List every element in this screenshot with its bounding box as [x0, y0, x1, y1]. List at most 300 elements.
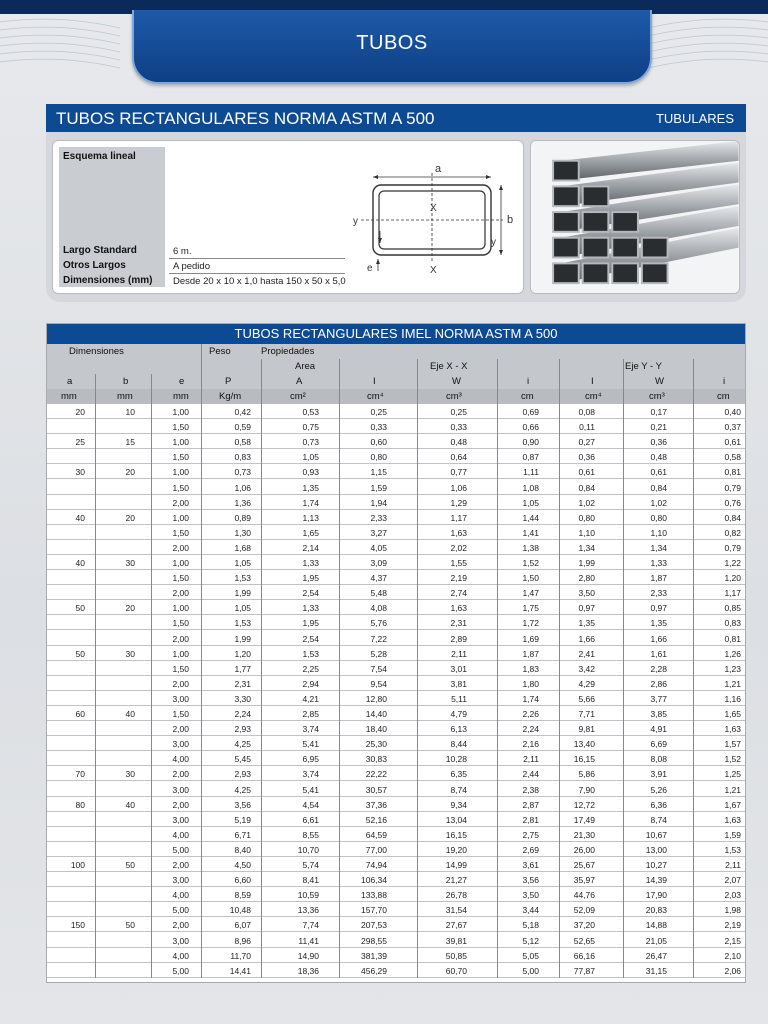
table-cell: 4,29	[578, 678, 595, 689]
table-cell: 6,35	[450, 769, 467, 780]
table-cell: 52,65	[573, 935, 595, 946]
table-cell: 2,00	[172, 497, 189, 508]
header-unit: mm	[61, 391, 77, 402]
table-cell: 1,61	[650, 648, 667, 659]
table-cell: 5,28	[370, 648, 387, 659]
spec-value-otros: A pedido	[173, 261, 210, 272]
table-cell: 1,11	[523, 467, 539, 478]
table-cell: 2,54	[302, 633, 319, 644]
header-area: Area	[295, 361, 316, 372]
table-cell: 4,25	[234, 784, 251, 795]
table-cell: 1,95	[302, 573, 319, 584]
table-cell: 30,83	[365, 754, 387, 765]
table-cell: 4,54	[302, 799, 319, 810]
table-cell: 1,02	[578, 497, 595, 508]
table-cell: 1,50	[172, 709, 189, 719]
table-cell: 0,87	[522, 452, 539, 463]
header-unit: cm²	[290, 391, 306, 402]
table-cell: 26,47	[645, 950, 667, 961]
table-cell: 5,19	[234, 814, 251, 825]
table-cell: 0,93	[302, 467, 319, 478]
table-cell: 5,05	[522, 950, 539, 961]
table-cell: 0,81	[724, 633, 741, 644]
table-cell: 0,75	[302, 422, 319, 433]
table-cell: 1,38	[522, 542, 539, 553]
table-cell: 66,16	[573, 950, 595, 961]
table-cell: 381,39	[361, 950, 387, 961]
table-cell: 15	[125, 437, 135, 448]
table-cell: 77,00	[365, 844, 387, 855]
header-row-groups	[47, 344, 745, 359]
table-cell: 0,97	[578, 603, 595, 614]
table-cell: 2,81	[522, 814, 539, 825]
table-cell: 10,59	[297, 890, 319, 901]
table-cell: 0,33	[370, 422, 387, 433]
column-divider	[623, 359, 624, 978]
table-cell: 5,18	[522, 920, 539, 931]
table-cell: 1,06	[450, 482, 467, 493]
table-cell: 30	[125, 558, 135, 568]
table-cell: 3,42	[578, 663, 595, 674]
table-cell: 50	[125, 920, 135, 931]
table-cell: 4,05	[370, 542, 387, 553]
table-cell: 1,83	[522, 663, 539, 674]
table-cell: 5,12	[522, 935, 539, 946]
table-cell: 0,37	[724, 422, 741, 433]
header-unit: Kg/m	[219, 391, 242, 402]
table-cell: 1,74	[302, 497, 319, 508]
table-cell: 1,35	[650, 618, 667, 629]
table-cell: 3,56	[234, 799, 251, 810]
table-cell: 0,53	[302, 407, 319, 417]
table-cell: 0,25	[370, 407, 387, 417]
table-cell: 2,33	[370, 512, 387, 523]
table-cell: 2,41	[578, 648, 595, 659]
table-cell: 30	[125, 769, 135, 780]
table-cell: 0,25	[450, 407, 467, 417]
table-cell: 2,00	[172, 633, 189, 644]
table-cell: 1,65	[302, 527, 319, 538]
table-cell: 1,63	[450, 603, 467, 614]
table-cell: 3,27	[370, 527, 387, 538]
table-cell: 3,44	[522, 905, 539, 916]
table-cell: 0,59	[234, 422, 251, 433]
table-cell: 2,00	[172, 542, 189, 553]
table-cell: 1,33	[302, 603, 319, 614]
table-cell: 1,50	[172, 527, 189, 538]
table-cell: 10,70	[297, 844, 319, 855]
header-symbol: P	[225, 376, 232, 387]
table-cell: 2,07	[724, 875, 741, 886]
table-cell: 1,80	[522, 678, 539, 689]
table-cell: 1,87	[650, 573, 667, 584]
table-cell: 3,77	[650, 693, 667, 704]
table-cell: 22,22	[365, 769, 387, 780]
page-title-tab	[132, 10, 652, 84]
table-cell: 14,88	[645, 920, 667, 931]
table-cell: 1,36	[234, 497, 251, 508]
table-cell: 0,08	[578, 407, 595, 417]
table-cell: 26,00	[573, 844, 595, 855]
table-cell: 0,11	[579, 422, 595, 433]
table-cell: 1,53	[724, 844, 741, 855]
table-cell: 0,81	[724, 467, 741, 478]
table-cell: 2,31	[450, 618, 467, 629]
header-unit: cm⁴	[585, 391, 602, 402]
table-cell: 2,44	[522, 769, 539, 780]
table-cell: 3,30	[234, 693, 251, 704]
table-cell: 4,21	[302, 693, 319, 704]
header-symbol: i	[527, 376, 530, 387]
table-cell: 5,66	[578, 693, 595, 704]
table-cell: 1,50	[172, 573, 189, 584]
table-cell: 13,36	[297, 905, 319, 916]
table-cell: 50,85	[445, 950, 467, 961]
table-cell: 0,80	[370, 452, 387, 463]
diagram-label-b: b	[507, 214, 514, 226]
table-cell: 0,61	[578, 467, 595, 478]
table-cell: 5,45	[234, 754, 251, 765]
table-cell: 4,00	[172, 829, 189, 840]
table-cell: 1,44	[522, 512, 539, 523]
table-cell: 0,89	[234, 512, 251, 523]
table-cell: 1,74	[522, 693, 539, 704]
table-cell: 0,58	[234, 437, 251, 448]
table-cell: 8,55	[302, 829, 319, 840]
table-cell: 3,00	[172, 739, 189, 750]
table-cell: 18,36	[297, 965, 319, 976]
tube-stack-image	[531, 141, 739, 293]
table-cell: 7,90	[578, 784, 595, 795]
table-cell: 3,00	[172, 814, 189, 825]
table-cell: 77,87	[573, 965, 595, 976]
table-cell: 6,61	[302, 814, 319, 825]
header-unit: mm	[173, 391, 189, 402]
table-cell: 2,00	[172, 588, 189, 599]
spec-card-header	[46, 104, 746, 132]
table-cell: 19,20	[445, 844, 467, 855]
table-cell: 1,00	[172, 512, 189, 523]
table-cell: 4,37	[370, 573, 387, 584]
table-cell: 9,81	[578, 724, 595, 735]
table-cell: 50	[75, 603, 85, 614]
table-cell: 14,41	[229, 965, 251, 976]
table-cell: 2,85	[302, 709, 319, 719]
header-row-axes	[47, 359, 745, 374]
table-cell: 13,40	[573, 739, 595, 750]
table-cell: 8,44	[450, 739, 467, 750]
table-cell: 2,93	[234, 724, 251, 735]
table-cell: 20	[125, 603, 135, 614]
table-cell: 1,50	[172, 422, 189, 433]
table-cell: 2,06	[724, 965, 741, 976]
table-cell: 1,53	[234, 573, 251, 584]
section-tag: TUBULARES	[655, 111, 734, 126]
table-cell: 2,15	[724, 935, 741, 946]
table-cell: 2,24	[234, 709, 251, 719]
table-cell: 1,50	[172, 482, 189, 493]
table-cell: 26,78	[445, 890, 467, 901]
table-cell: 0,60	[370, 437, 387, 448]
table-cell: 0,84	[724, 512, 741, 523]
table-cell: 5,74	[302, 860, 319, 870]
table-cell: 2,26	[522, 709, 539, 719]
table-cell: 2,25	[302, 663, 319, 674]
column-divider	[339, 359, 340, 978]
table-cell: 1,00	[172, 437, 189, 448]
table-cell: 9,54	[370, 678, 387, 689]
table-cell: 16,15	[445, 829, 467, 840]
table-cell: 3,09	[370, 558, 387, 568]
table-cell: 18,40	[365, 724, 387, 735]
table-cell: 4,50	[234, 860, 251, 870]
column-divider	[559, 359, 560, 978]
table-cell: 17,90	[645, 890, 667, 901]
table-cell: 25	[75, 437, 85, 448]
table-cell: 0,36	[578, 452, 595, 463]
table-cell: 207,53	[361, 920, 387, 931]
table-cell: 1,08	[522, 482, 539, 493]
table-cell: 4,00	[172, 890, 189, 901]
column-divider	[261, 359, 262, 978]
table-cell: 44,76	[573, 890, 595, 901]
table-cell: 0,76	[724, 497, 741, 508]
table-cell: 3,85	[650, 709, 667, 719]
table-cell: 21,27	[445, 875, 467, 886]
table-cell: 1,50	[172, 663, 189, 674]
table-cell: 1,21	[724, 678, 741, 689]
table-cell: 5,86	[578, 769, 595, 780]
table-cell: 456,29	[361, 965, 387, 976]
table-cell: 35,97	[573, 875, 595, 886]
table-cell: 1,17	[450, 512, 467, 523]
table-cell: 1,06	[234, 482, 251, 493]
table-cell: 21,05	[645, 935, 667, 946]
table-cell: 1,99	[578, 558, 595, 568]
table-cell: 0,79	[724, 482, 741, 493]
table-cell: 11,41	[298, 935, 319, 946]
table-cell: 2,93	[234, 769, 251, 780]
table-cell: 2,31	[234, 678, 251, 689]
table-cell: 1,00	[172, 407, 189, 417]
spec-divider	[169, 273, 345, 274]
table-cell: 0,80	[578, 512, 595, 523]
spec-label-otros: Otros Largos	[63, 260, 126, 271]
table-cell: 40	[125, 709, 135, 719]
table-cell: 27,67	[445, 920, 467, 931]
table-cell: 8,96	[234, 935, 251, 946]
table-cell: 2,24	[522, 724, 539, 735]
table-cell: 1,99	[234, 633, 251, 644]
table-cell: 1,00	[172, 467, 189, 478]
properties-table	[46, 323, 746, 983]
table-cell: 8,41	[302, 875, 319, 886]
table-cell: 1,53	[234, 618, 251, 629]
table-cell: 3,01	[450, 663, 467, 674]
table-cell: 6,95	[302, 754, 319, 765]
table-cell: 1,25	[724, 769, 741, 780]
header-peso: Peso	[209, 346, 231, 357]
table-cell: 0,90	[522, 437, 539, 448]
table-cell: 50	[75, 648, 85, 659]
table-cell: 20	[125, 512, 135, 523]
table-cell: 0,79	[724, 542, 741, 553]
table-cell: 12,80	[365, 693, 387, 704]
header-propiedades: Propiedades	[261, 346, 315, 357]
table-cell: 2,86	[650, 678, 667, 689]
table-cell: 13,04	[445, 814, 467, 825]
page-title: TUBOS	[356, 32, 428, 54]
diagram-label-y-left: y	[353, 216, 358, 227]
table-cell: 1,22	[724, 558, 741, 568]
table-cell: 0,69	[522, 407, 539, 417]
decorative-lines-right	[648, 14, 768, 74]
table-cell: 1,35	[578, 618, 595, 629]
table-cell: 1,26	[724, 648, 741, 659]
table-cell: 1,30	[234, 527, 251, 538]
table-cell: 60,70	[445, 965, 467, 976]
table-cell: 64,59	[365, 829, 387, 840]
table-cell: 2,00	[172, 920, 189, 931]
column-divider	[95, 374, 96, 978]
table-cell: 2,11	[523, 754, 539, 765]
header-dimensiones: Dimensiones	[69, 346, 124, 357]
table-cell: 3,61	[522, 860, 539, 870]
table-cell: 1,87	[522, 648, 539, 659]
header-unit: cm⁴	[367, 391, 384, 402]
table-cell: 0,17	[650, 407, 667, 417]
table-cell: 0,97	[650, 603, 667, 614]
table-cell: 3,50	[522, 890, 539, 901]
table-cell: 6,07	[234, 920, 251, 931]
table-cell: 2,19	[450, 573, 467, 584]
table-cell: 4,25	[234, 739, 251, 750]
table-cell: 7,22	[370, 633, 387, 644]
diagram-label-a: a	[435, 163, 442, 175]
table-cell: 4,91	[650, 724, 667, 735]
table-cell: 1,33	[650, 558, 667, 568]
table-cell: 10,67	[645, 829, 667, 840]
table-cell: 0,48	[650, 452, 667, 463]
table-cell: 0,42	[234, 407, 251, 417]
table-cell: 1,41	[522, 527, 539, 538]
table-cell: 11,70	[230, 950, 251, 961]
table-cell: 100	[70, 860, 85, 870]
table-cell: 1,10	[578, 527, 595, 538]
header-symbol: e	[179, 376, 185, 387]
table-cell: 40	[125, 799, 135, 810]
section-title: TUBOS RECTANGULARES NORMA ASTM A 500	[56, 109, 435, 128]
table-cell: 0,83	[234, 452, 251, 463]
table-cell: 3,74	[302, 769, 319, 780]
table-cell: 60	[75, 709, 85, 719]
spec-value-dimensiones: Desde 20 x 10 x 1,0 hasta 150 x 50 x 5,0	[173, 276, 346, 287]
table-cell: 298,55	[361, 935, 387, 946]
table-cell: 2,19	[724, 920, 741, 931]
table-cell: 2,10	[724, 950, 741, 961]
table-cell: 16,15	[573, 754, 595, 765]
header-unit: cm³	[446, 391, 462, 402]
header-unit: cm	[717, 391, 730, 402]
table-cell: 1,33	[302, 558, 319, 568]
table-cell: 1,67	[724, 799, 741, 810]
tubes-photo	[530, 140, 740, 294]
table-cell: 5,11	[451, 693, 467, 704]
table-cell: 14,40	[365, 709, 387, 719]
table-cell: 0,61	[724, 437, 741, 448]
table-cell: 5,00	[522, 965, 539, 976]
table-cell: 2,74	[450, 588, 467, 599]
header-symbol: A	[296, 376, 303, 387]
table-cell: 1,94	[370, 497, 387, 508]
table-cell: 1,50	[172, 618, 189, 629]
table-cell: 1,21	[724, 784, 741, 795]
table-cell: 3,56	[522, 875, 539, 886]
schema-label: Esquema lineal	[63, 151, 136, 162]
table-cell: 52,09	[573, 905, 595, 916]
table-cell: 0,83	[724, 618, 741, 629]
table-cell: 0,33	[450, 422, 467, 433]
table-cell: 1,66	[578, 633, 595, 644]
table-cell: 8,74	[650, 814, 667, 825]
table-cell: 1,95	[302, 618, 319, 629]
table-cell: 30	[125, 648, 135, 659]
table-cell: 1,05	[234, 603, 251, 614]
table-cell: 0,80	[650, 512, 667, 523]
table-cell: 1,69	[522, 633, 539, 644]
table-cell: 5,41	[302, 739, 319, 750]
table-cell: 1,63	[724, 814, 741, 825]
table-cell: 8,74	[450, 784, 467, 795]
table-cell: 0,66	[522, 422, 539, 433]
table-cell: 106,34	[361, 875, 387, 886]
table-cell: 2,80	[578, 573, 595, 584]
table-cell: 1,59	[370, 482, 387, 493]
table-cell: 14,90	[297, 950, 319, 961]
table-cell: 5,00	[172, 965, 189, 976]
table-cell: 2,69	[522, 844, 539, 855]
table-cell: 1,23	[724, 663, 741, 674]
table-cell: 4,08	[370, 603, 387, 614]
table-cell: 6,36	[650, 799, 667, 810]
table-cell: 1,50	[172, 452, 189, 463]
table-cell: 2,28	[650, 663, 667, 674]
table-cell: 2,94	[302, 678, 319, 689]
table-cell: 52,16	[365, 814, 387, 825]
column-divider	[201, 344, 202, 978]
header-symbol: b	[123, 376, 129, 387]
table-cell: 2,02	[450, 542, 467, 553]
diagram-label-y-right: y	[491, 237, 496, 248]
header-symbol: I	[373, 376, 376, 387]
header-eje-y: Eje Y - Y	[625, 361, 662, 372]
table-cell: 1,57	[724, 739, 741, 750]
table-cell: 8,08	[650, 754, 667, 765]
table-cell: 5,26	[650, 784, 667, 795]
table-cell: 1,34	[578, 542, 595, 553]
table-cell: 1,05	[234, 558, 251, 568]
table-cell: 3,81	[450, 678, 467, 689]
table-cell: 5,48	[370, 588, 387, 599]
table-cell: 20	[125, 467, 135, 478]
table-cell: 12,72	[573, 799, 595, 810]
table-cell: 1,05	[302, 452, 319, 463]
table-cell: 1,47	[522, 588, 539, 599]
table-cell: 2,00	[172, 860, 189, 870]
table-cell: 20,83	[645, 905, 667, 916]
table-cell: 40	[75, 512, 85, 523]
table-cell: 2,38	[522, 784, 539, 795]
